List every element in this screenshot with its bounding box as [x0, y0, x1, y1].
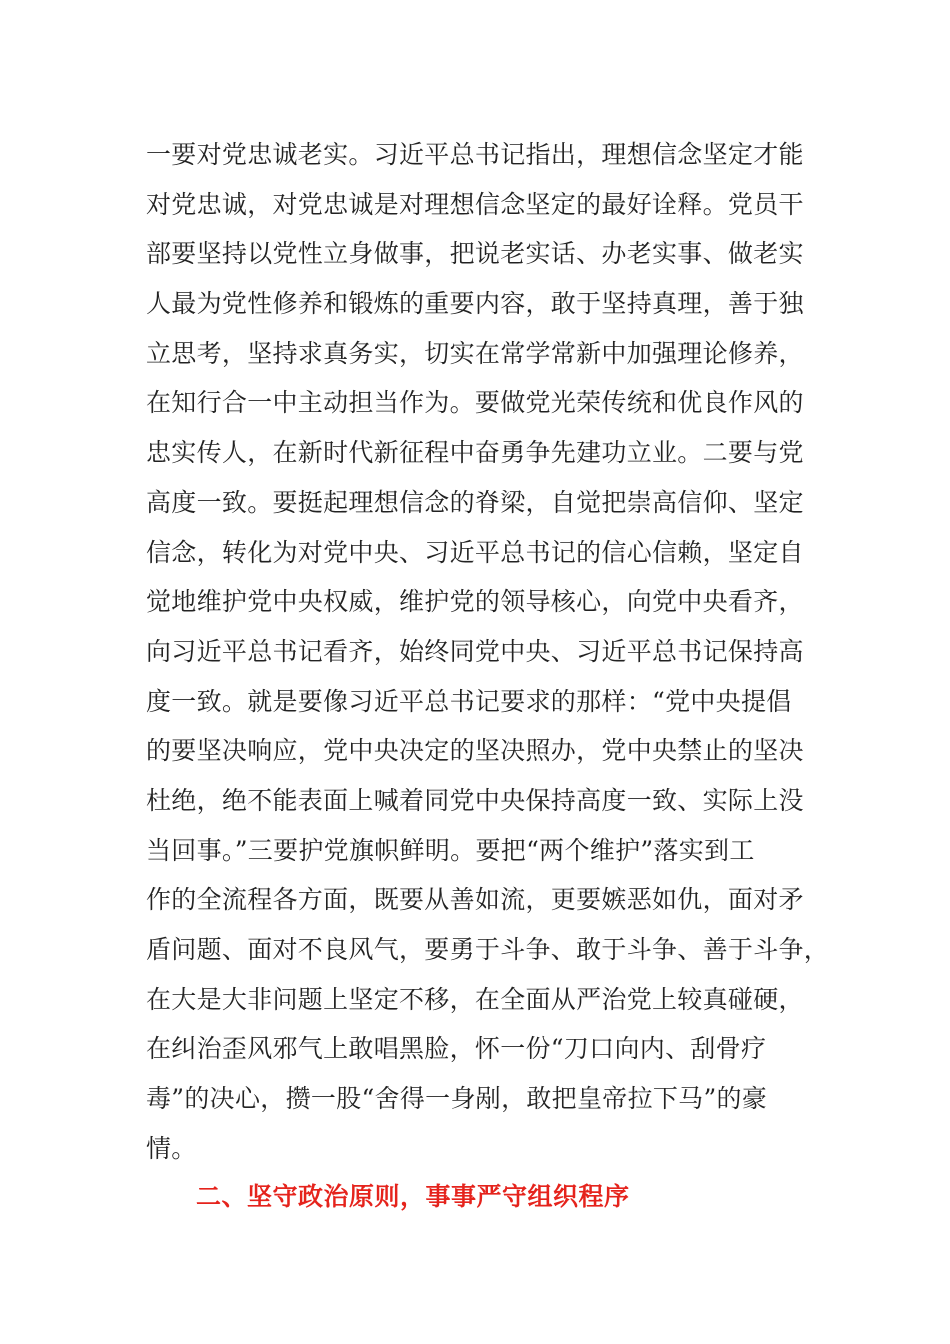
paragraph-line: 高度一致。要挺起理想信念的脊梁，自觉把崇高信仰、坚定: [146, 487, 804, 517]
paragraph-line: 毒”的决心，攒一股“舍得一身剐，敢把皇帝拉下马”的豪: [146, 1084, 768, 1114]
paragraph-line: 在大是大非问题上坚定不移，在全面从严治党上较真碰硬，: [146, 984, 804, 1014]
paragraph-line: 杜绝，绝不能表面上喊着同党中央保持高度一致、实际上没: [146, 785, 804, 815]
paragraph-line: 忠实传人，在新时代新征程中奋勇争先建功立业。二要与党: [146, 438, 804, 468]
paragraph-line: 信念，转化为对党中央、习近平总书记的信心信赖，坚定自: [146, 537, 804, 567]
paragraph-line: 在纠治歪风邪气上敢唱黑脸，怀一份“刀口向内、刮骨疗: [146, 1034, 767, 1064]
section-heading: 二、坚守政治原则，事事严守组织程序: [196, 1182, 630, 1211]
paragraph-line: 一要对党忠诚老实。习近平总书记指出，理想信念坚定才能: [146, 140, 804, 169]
paragraph-line: 觉地维护党中央权威，维护党的领导核心，向党中央看齐，: [146, 587, 804, 617]
paragraph-line: 对党忠诚，对党忠诚是对理想信念坚定的最好诠释。党员干: [146, 189, 804, 219]
paragraph-line: 部要坚持以党性立身做事，把说老实话、办老实事、做老实: [146, 239, 804, 269]
paragraph-line: 盾问题、面对不良风气，要勇于斗争、敢于斗争、善于斗争，: [146, 935, 830, 964]
paragraph-line: 当回事。”三要护党旗帜鲜明。要把“两个维护”落实到工: [146, 835, 755, 865]
paragraph-line: 人最为党性修养和锻炼的重要内容，敢于坚持真理，善于独: [146, 289, 804, 319]
paragraph-line: 情。: [146, 1133, 197, 1163]
body-paragraph: [146, 130, 830, 1173]
paragraph-line: 度一致。就是要像习近平总书记要求的那样：“党中央提倡: [146, 686, 792, 716]
paragraph-line: 作的全流程各方面，既要从善如流，更要嫉恶如仇，面对矛: [146, 885, 804, 915]
paragraph-line: 向习近平总书记看齐，始终同党中央、习近平总书记保持高: [146, 636, 804, 666]
paragraph-line: 在知行合一中主动担当作为。要做党光荣传统和优良作风的: [146, 388, 804, 418]
paragraph-line: 的要坚决响应，党中央决定的坚决照办，党中央禁止的坚决: [146, 736, 804, 766]
paragraph-line: 立思考，坚持求真务实，切实在常学常新中加强理论修养，: [146, 338, 804, 368]
